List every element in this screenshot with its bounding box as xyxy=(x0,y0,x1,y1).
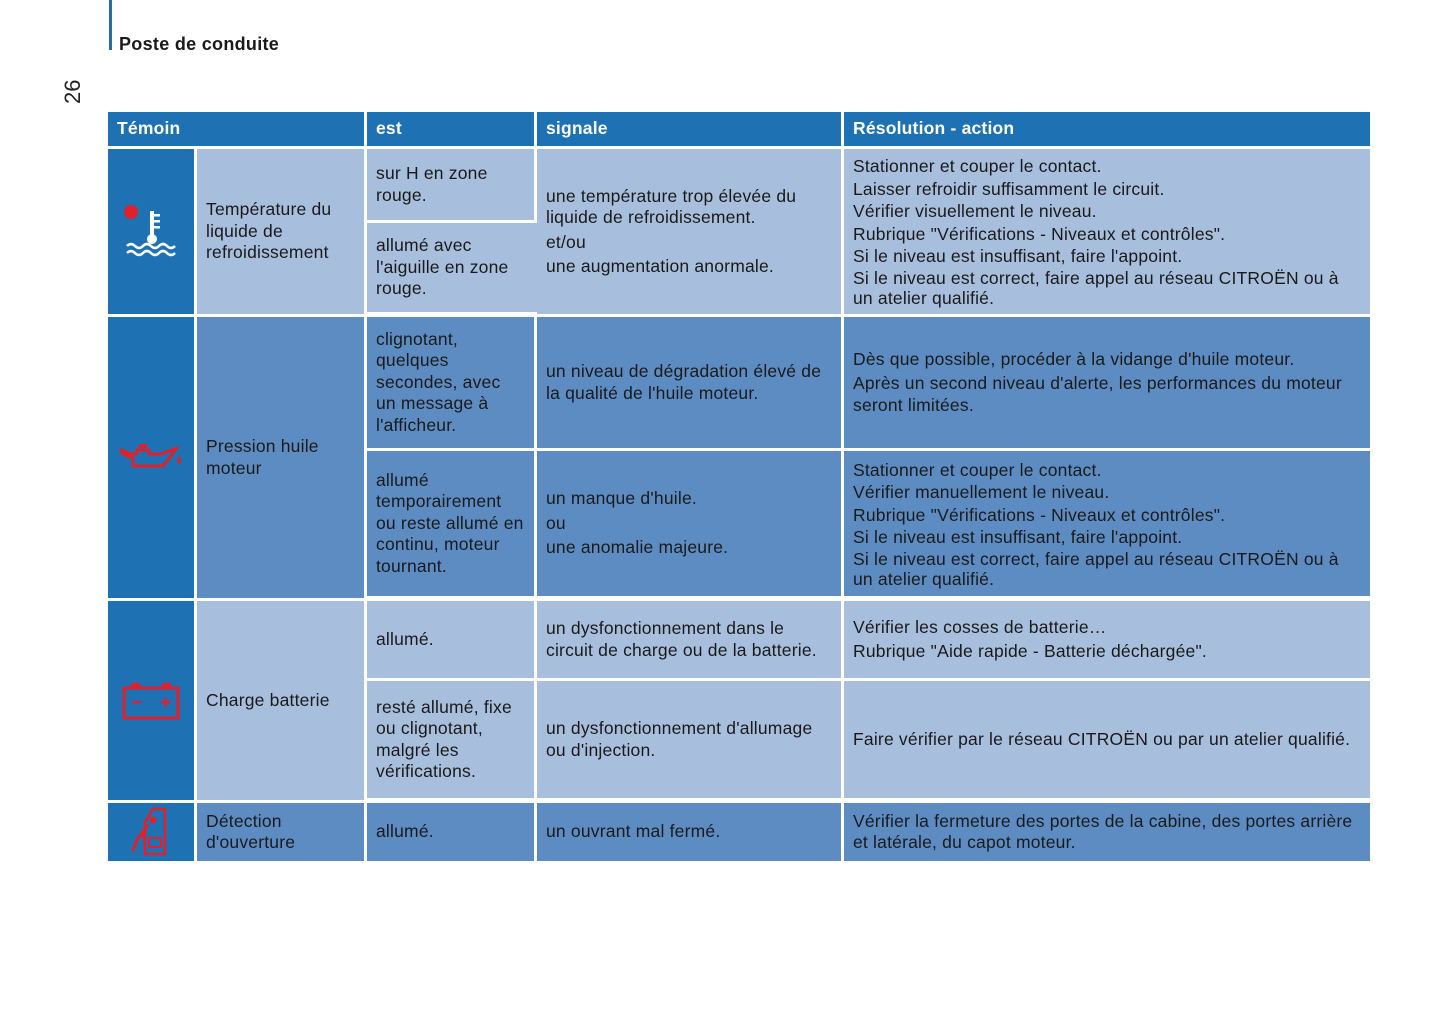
warning-lights-table xyxy=(108,112,1370,864)
header-resolution: Résolution - action xyxy=(844,112,1370,149)
warning-name: Détection d'ouverture xyxy=(197,803,367,864)
state-signale: un niveau de dégradation élevé de la qualité de l'huile moteur. xyxy=(537,317,844,451)
state-resolution: Stationner et couper le contact. Laisser refroidir suffisamment le circuit. Vérifier visuellement le niveau. Rubrique "Vérifications - Niveaux et contrôles". Si le niveau est insuffisant, faire l'appoint. Si le niveau est correct, faire appel au réseau CITROËN ou à un atelier qualifié. xyxy=(844,149,1370,317)
state-signale: un dysfonctionnement d'allumage ou d'injection. xyxy=(537,681,844,803)
state-est: sur H en zone rouge. xyxy=(367,149,537,223)
table-header-row xyxy=(108,112,1370,149)
state-resolution: Vérifier les cosses de batterie… Rubrique "Aide rapide - Batterie déchargée". xyxy=(844,601,1370,681)
warning-name: Température du liquide de refroidissement xyxy=(197,149,367,317)
state-est: resté allumé, fixe ou clignotant, malgré les vérifications. xyxy=(367,681,537,803)
battery-icon xyxy=(108,601,197,803)
state-resolution: Dès que possible, procéder à la vidange d'huile moteur. Après un second niveau d'alerte, les performances du moteur seront limitées. xyxy=(844,317,1370,451)
warning-name: Pression huile moteur xyxy=(197,317,367,601)
state-signale: un ouvrant mal fermé. xyxy=(537,803,844,864)
table-row xyxy=(108,317,1370,451)
state-signale: un manque d'huile. ou une anomalie majeure. xyxy=(537,451,844,601)
state-resolution: Stationner et couper le contact. Vérifier manuellement le niveau. Rubrique "Vérifications - Niveaux et contrôles". Si le niveau est insuffisant, faire l'appoint. Si le niveau est correct, faire appel au réseau CITROËN ou à un atelier qualifié. xyxy=(844,451,1370,601)
state-resolution: Faire vérifier par le réseau CITROËN ou par un atelier qualifié. xyxy=(844,681,1370,803)
state-est: allumé temporairement ou reste allumé en continu, moteur tournant. xyxy=(367,451,537,601)
state-signale: une température trop élevée du liquide de refroidissement. et/ou une augmentation anormale. xyxy=(537,149,844,317)
coolant-temperature-icon xyxy=(108,149,197,317)
section-marker-bar xyxy=(109,0,112,50)
table-row xyxy=(108,149,1370,223)
state-est: allumé. xyxy=(367,601,537,681)
header-est: est xyxy=(367,112,537,149)
table-row xyxy=(108,803,1370,864)
state-est: allumé avec l'aiguille en zone rouge. xyxy=(367,223,537,317)
section-title: Poste de conduite xyxy=(119,34,280,54)
table-row xyxy=(108,601,1370,681)
state-est: clignotant, quelques secondes, avec un message à l'afficheur. xyxy=(367,317,537,451)
state-signale: un dysfonctionnement dans le circuit de charge ou de la batterie. xyxy=(537,601,844,681)
page-number: 26 xyxy=(60,79,85,104)
state-resolution: Vérifier la fermeture des portes de la cabine, des portes arrière et latérale, du capot moteur. xyxy=(844,803,1370,864)
oil-pressure-icon xyxy=(108,317,197,601)
warning-name: Charge batterie xyxy=(197,601,367,803)
header-signale: signale xyxy=(537,112,844,149)
header-temoin: Témoin xyxy=(108,112,367,149)
state-est: allumé. xyxy=(367,803,537,864)
door-open-icon xyxy=(108,803,197,864)
